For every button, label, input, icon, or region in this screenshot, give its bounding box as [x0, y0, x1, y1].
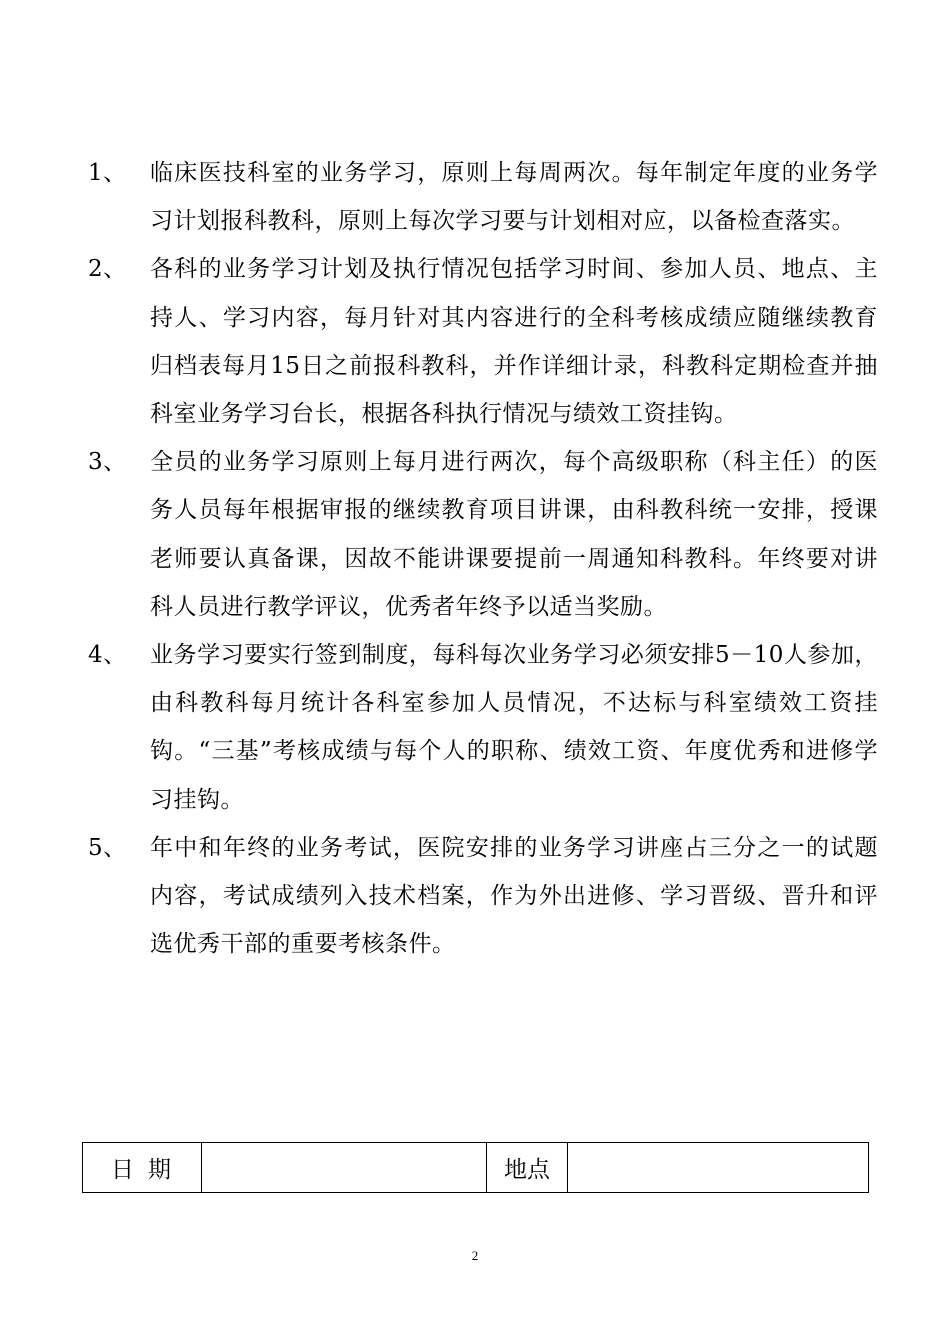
rule-item-2	[88, 245, 878, 438]
rule-item-5	[88, 824, 878, 969]
rule-text: 各科的业务学习计划及执行情况包括学习时间、参加人员、地点、主持人、学习内容，每月针对其内容进行的全科考核成绩应随继续教育归档表每月15日之前报科教科，并作详细计录，科教科定期检查并抽科室业务学习台长，根据各科执行情况与绩效工资挂钩。	[150, 256, 878, 428]
date-value-field[interactable]	[202, 1143, 487, 1193]
rule-number: 4、	[88, 642, 127, 669]
rule-item-4	[88, 631, 878, 824]
rule-number: 5、	[88, 834, 127, 861]
place-value-field[interactable]	[568, 1143, 869, 1193]
rule-number: 2、	[88, 256, 127, 283]
rule-text: 全员的业务学习原则上每月进行两次，每个高级职称（科主任）的医务人员每年根据审报的继续教育项目讲课，由科教科统一安排，授课老师要认真备课，因故不能讲课要提前一周通知科教科。年终要对讲科人员进行教学评议，优秀者年终予以适当奖励。	[150, 449, 878, 620]
rules-list	[88, 149, 878, 968]
rule-text: 临床医技科室的业务学习，原则上每周两次。每年制定年度的业务学习计划报科教科，原则上每次学习要与计划相对应，以备检查落实。	[150, 160, 878, 235]
rule-text: 业务学习要实行签到制度，每科每次业务学习必须安排5－10人参加，由科教科每月统计各科室参加人员情况，不达标与科室绩效工资挂钩。“三基”考核成绩与每个人的职称、绩效工资、年度优秀和进修学习挂钩。	[150, 642, 878, 813]
rule-text: 年中和年终的业务考试，医院安排的业务学习讲座占三分之一的试题内容，考试成绩列入技术档案，作为外出进修、学习晋级、晋升和评选优秀干部的重要考核条件。	[150, 834, 878, 958]
page-number: 2	[471, 1248, 479, 1263]
table-row	[83, 1143, 869, 1193]
rule-item-3	[88, 438, 878, 631]
date-place-table	[82, 1142, 869, 1193]
rule-item-1	[88, 149, 878, 245]
date-label: 日期	[83, 1143, 202, 1193]
place-label: 地点	[487, 1143, 568, 1193]
rule-number: 1、	[88, 160, 127, 186]
rule-number: 3、	[88, 449, 127, 476]
